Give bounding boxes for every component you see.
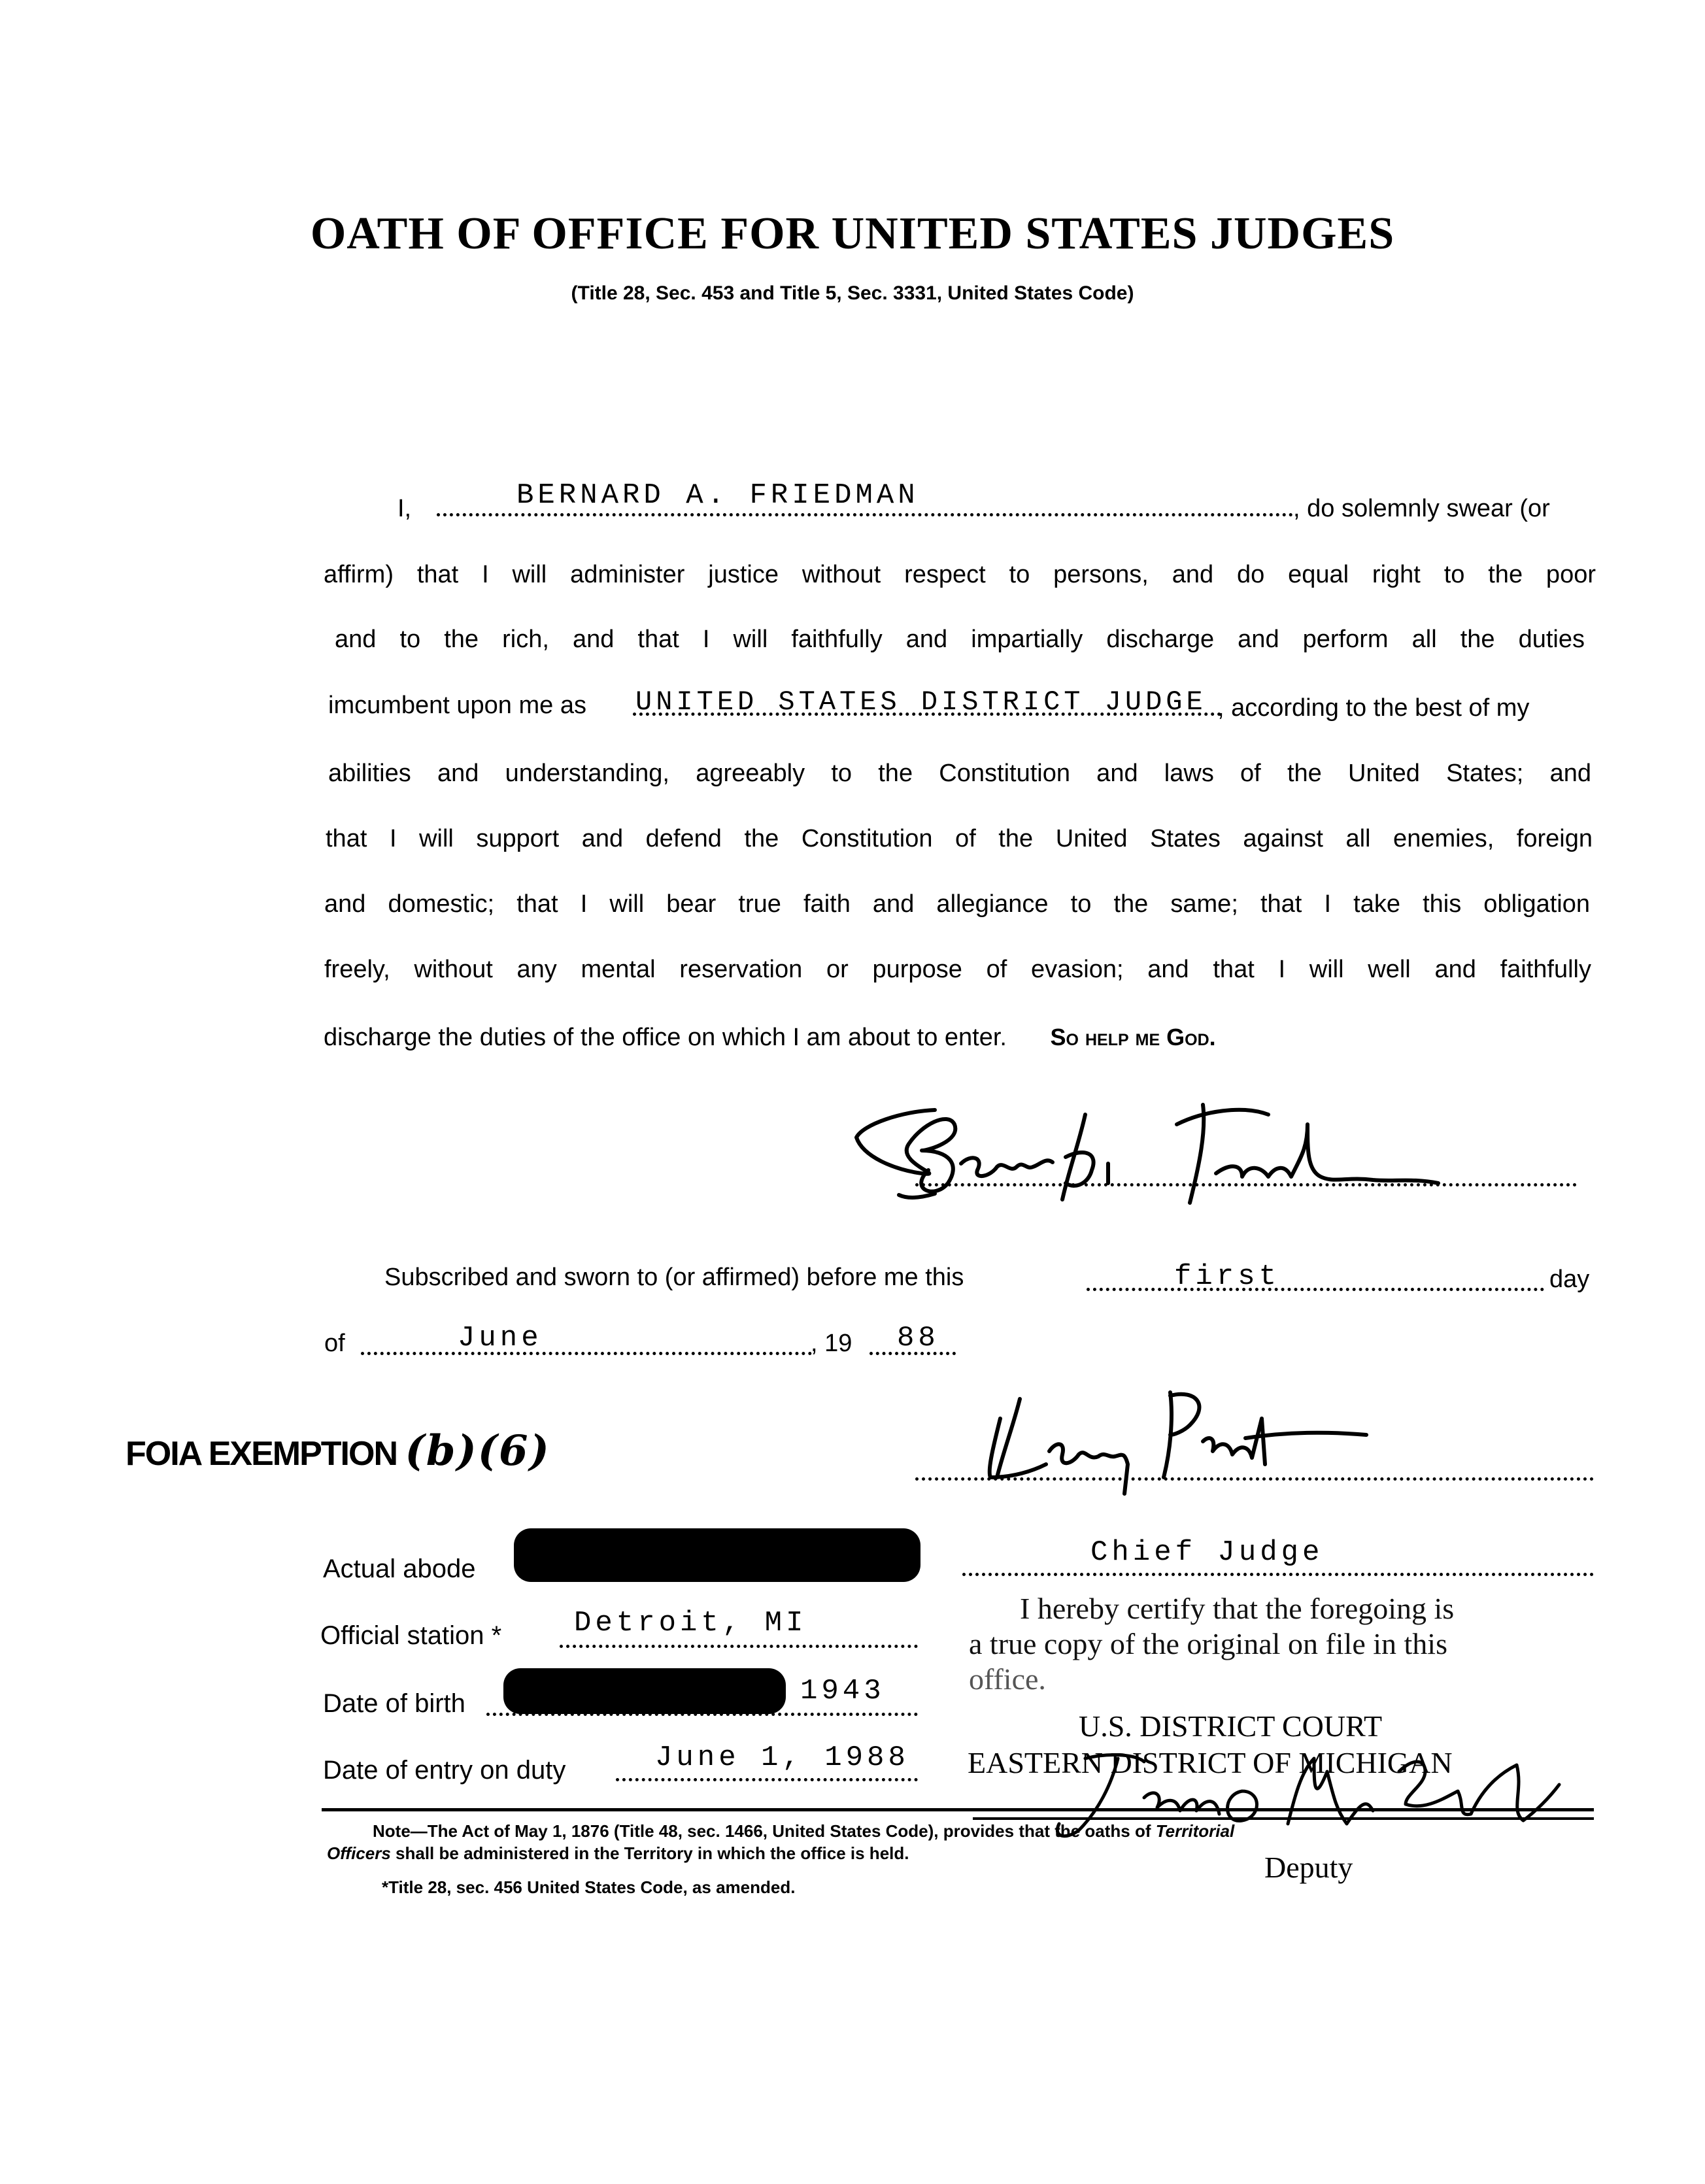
judge-name: BERNARD A. FRIEDMAN [516,479,919,512]
year-value: 88 [897,1322,939,1354]
of-label: of [324,1330,345,1357]
note1-cont-text: shall be administered in the Territory in which the office is held. [396,1843,909,1863]
document-subtitle: (Title 28, Sec. 453 and Title 5, Sec. 3331, United States Code) [571,282,1134,304]
judge-signature [850,1085,1451,1203]
name-dotted-line [437,513,1293,516]
subscribed-prefix: Subscribed and sworn to (or affirmed) before me this [384,1264,964,1291]
court-line1: U.S. DISTRICT COURT [1079,1709,1383,1743]
oath-prefix: I, [397,495,412,522]
court-line2: EASTERN DISTRICT OF MICHIGAN [968,1746,1453,1779]
oath-line5: abilities and understanding, agreeably to the Constitution and laws of the United States; and [328,760,1591,787]
certification-line1: I hereby certify that the foregoing is [1020,1592,1455,1625]
foia-label: FOIA EXEMPTION [126,1435,397,1473]
note-line1-cont [327,1843,909,1864]
day-label: day [1549,1266,1590,1293]
day-dotted-line [1087,1288,1544,1291]
month-value: June [458,1322,543,1354]
birth-label: Date of birth [323,1689,465,1718]
abode-redaction [514,1528,920,1582]
oath-line2: affirm) that I will administer justice without respect to persons, and do equal right to the poor [324,561,1596,588]
office-title: UNITED STATES DISTRICT JUDGE [635,686,1207,718]
birth-dotted-line [486,1713,918,1716]
oath-line1 [397,495,411,523]
oath-line4-prefix: imcumbent upon me as [328,692,586,719]
deputy-label: Deputy [1264,1851,1353,1884]
chief-judge-signature [974,1379,1379,1497]
station-dotted-line [560,1645,918,1648]
oath-line3: and to the rich, and that I will faithfully and impartially discharge and perform all the duties [335,626,1585,653]
chief-judge-title: Chief Judge [1090,1536,1324,1569]
entry-value: June 1, 1988 [655,1741,909,1774]
oath-line1-suffix: , do solemnly swear (or [1293,495,1550,522]
note-line2: *Title 28, sec. 456 United States Code, as amended. [382,1877,796,1897]
year-prefix: , 19 [811,1330,852,1357]
oath-line9 [324,1024,1216,1052]
footer-rule [322,1808,1594,1811]
birth-value: 1943 [800,1675,885,1707]
abode-label: Actual abode [323,1554,476,1583]
foia-code: (b)(6) [405,1426,550,1475]
note1-text: Note—The Act of May 1, 1876 (Title 48, sec. 1466, United States Code), provides that the oaths of [373,1821,1151,1841]
document-title: OATH OF OFFICE FOR UNITED STATES JUDGES [310,209,1395,259]
oath-line9-text: discharge the duties of the office on which I am about to enter. [324,1024,1007,1051]
day-value: first [1174,1260,1281,1293]
oath-line6: that I will support and defend the Constitution of the United States against all enemies, foreign [326,825,1593,852]
certification-line2: a true copy of the original on file in this [969,1627,1447,1660]
oath-closing: So help me God. [1050,1024,1216,1050]
entry-label: Date of entry on duty [323,1756,566,1785]
certification-line3: office. [969,1662,1046,1696]
station-label: Official station * [320,1621,502,1650]
note-line1 [373,1821,1234,1841]
month-dotted-line [361,1352,812,1355]
deputy-line [973,1817,1594,1820]
entry-dotted-line [616,1778,918,1781]
foia-exemption [126,1426,550,1475]
note1-officers: Officers [327,1843,391,1863]
station-value: Detroit, MI [574,1607,807,1639]
oath-line8: freely, without any mental reservation or purpose of evasion; and that I will well and faithfully [324,956,1591,983]
chief-judge-title-line [962,1573,1594,1576]
oath-line4-suffix: , according to the best of my [1217,694,1530,722]
note1-italic: Territorial [1155,1821,1235,1841]
birth-redaction [503,1668,786,1714]
oath-line7: and domestic; that I will bear true faith and allegiance to the same; that I take this obligation [324,890,1590,918]
